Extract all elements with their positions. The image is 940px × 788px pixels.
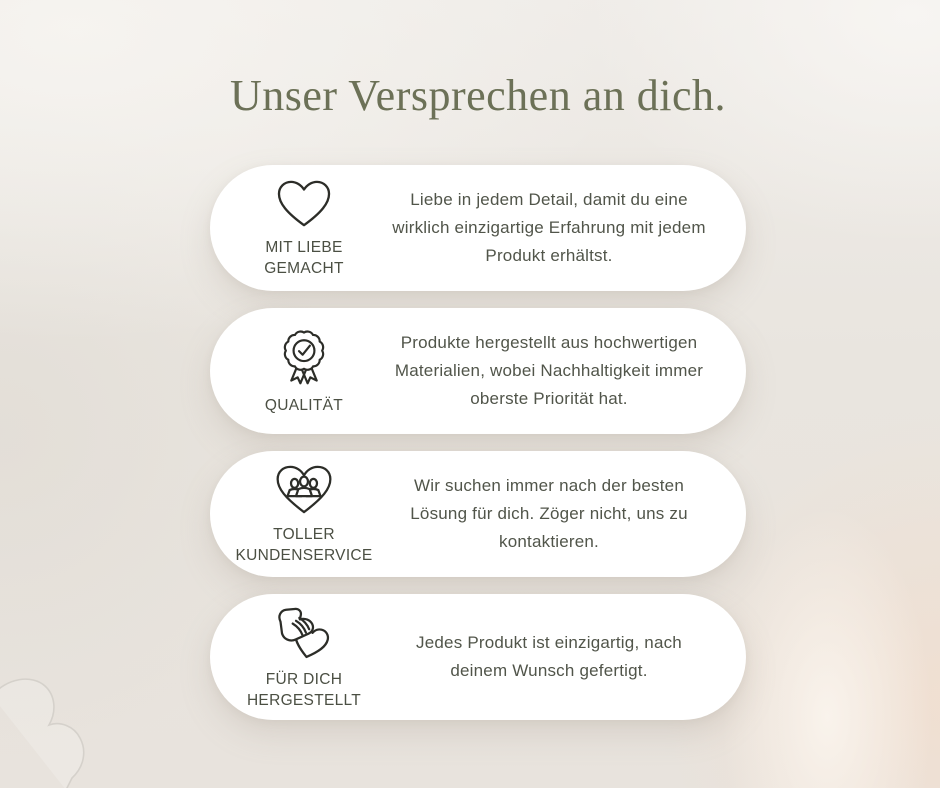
card-icon-column [210,462,388,566]
heart-icon [274,178,334,230]
card-qualitaet [210,308,746,434]
cloud-outline-decoration [0,678,170,788]
card-label: FÜR DICH HERGESTELLT [246,670,362,709]
card-toller-kundenservice [210,451,746,577]
card-icon-column [210,178,388,279]
card-label: MIT LIEBE GEMACHT [264,238,344,277]
card-icon-column [210,326,388,416]
card-description: Produkte hergestellt aus hochwertigen Materialien, wobei Nachhaltigkeit immer oberste Priorität hat. [394,333,704,408]
card-mit-liebe-gemacht [210,165,746,291]
card-description: Jedes Produkt ist einzigartig, nach deinem Wunsch gefertigt. [416,633,682,680]
card-fuer-dich-hergestellt [210,594,746,720]
card-description: Wir suchen immer nach der besten Lösung für dich. Zöger nicht, uns zu kontaktieren. [410,476,688,551]
card-description: Liebe in jedem Detail, damit du eine wirklich einzigartige Erfahrung mit jedem Produkt erhältst. [392,190,706,265]
page-title: Unser Versprechen an dich. [229,71,726,120]
promise-cards [210,165,746,720]
card-label: TOLLER KUNDENSERVICE [235,526,373,564]
card-label: QUALITÄT [264,397,344,414]
hand-heart-icon [273,604,335,662]
customer-service-heart-icon [272,462,336,517]
card-icon-column [210,604,388,711]
quality-badge-icon [275,326,333,388]
